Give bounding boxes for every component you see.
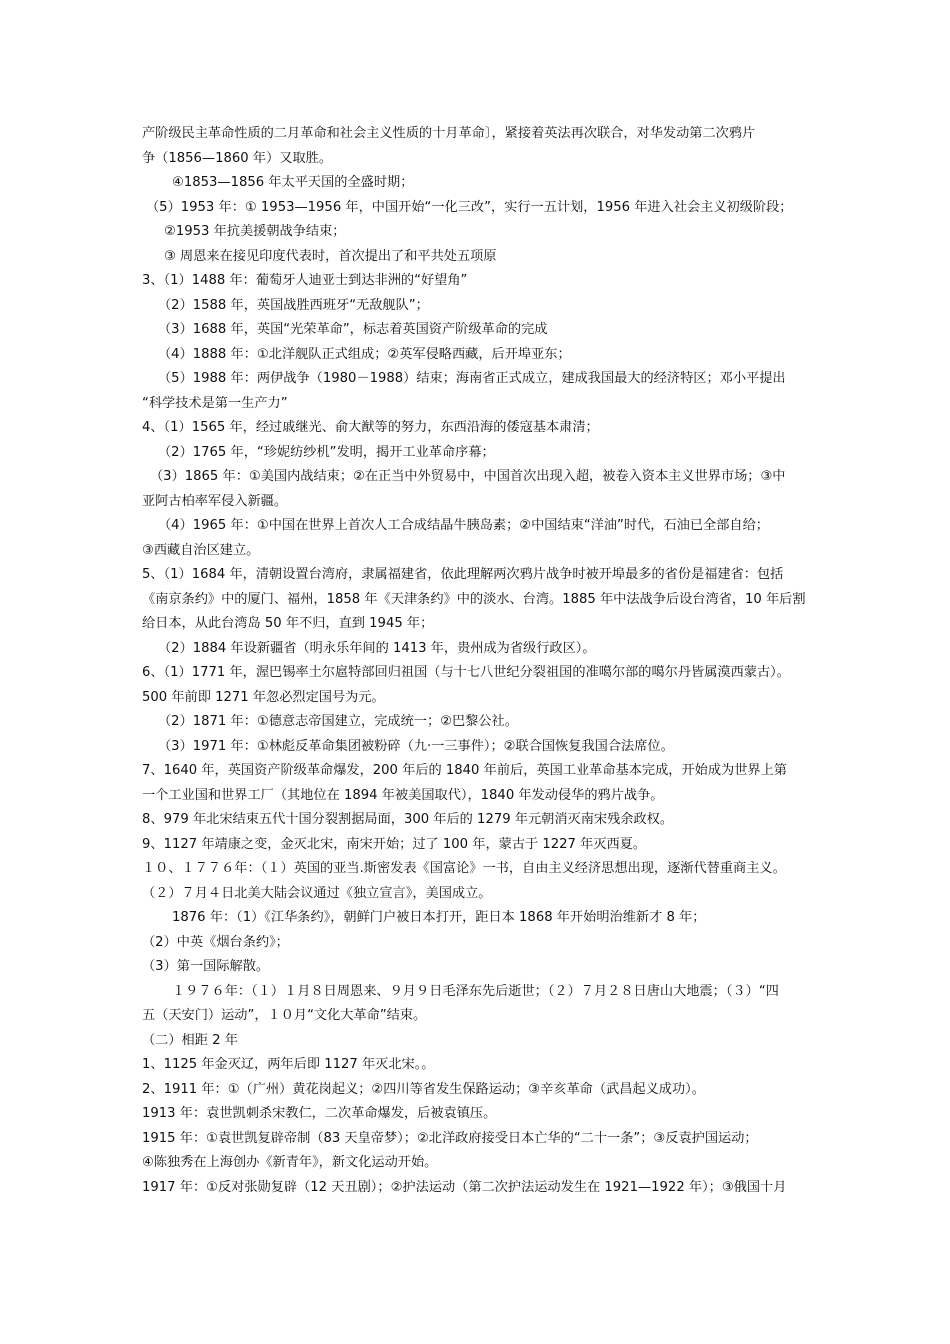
text-line: 亚阿古柏率军侵入新疆。 [142, 493, 288, 509]
text-line: 产阶级民主革命性质的二月革命和社会主义性质的十月革命〕，紧接着英法再次联合，对华发动第二次鸦片 [142, 126, 756, 141]
text-line: （3）1971 年：①林彪反革命集团被粉碎（九·一三事件）；②联合国恢复我国合法席位。 [158, 738, 674, 754]
text-line: １０、１７７６年：（１）英国的亚当.斯密发表《国富论》一书，自由主义经济思想出现，逐渐代替重商主义。 [142, 861, 786, 876]
text-line: （4）1888 年：①北洋舰队正式组成；②英军侵略西藏，后开埠亚东； [158, 346, 571, 362]
text-line: （5）1988 年：两伊战争（1980－1988）结束；海南省正式成立，建成我国最大的经济特区；邓小平提出 [158, 371, 786, 386]
text-line: 1876 年：（1）《江华条约》，朝鲜门户被日本打开，距日本 1868 年开始明治维新才 8 年； [172, 910, 706, 925]
text-line: 给日本，从此台湾岛 50 年不归，直到 1945 年； [142, 616, 434, 631]
text-line: （3）1865 年：①美国内战结束；②在正当中外贸易中，中国首次出现入超，被卷入资本主义世界市场；③中 [150, 469, 786, 484]
text-line: ③西藏自治区建立。 [142, 542, 260, 558]
text-line: １９７６年：（１）１月８日周恩来、９月９日毛泽东先后逝世；（２）７月２８日唐山大地震；（３）“四 [172, 983, 779, 999]
text-line: （2）1588 年，英国战胜西班牙“无敌舰队”； [158, 297, 429, 313]
document-body [142, 122, 814, 1200]
text-line: 4、（1）1565 年，经过戚继光、俞大猷等的努力，东西沿海的倭寇基本肃清； [142, 420, 599, 435]
text-line: 1、1125 年金灭辽，两年后即 1127 年灭北宋。。 [142, 1057, 435, 1072]
text-line: 9、1127 年靖康之变，金灭北宋，南宋开始；过了 100 年，蒙古于 1227 年灭西夏。 [142, 836, 647, 852]
text-line: （二）相距 2 年 [142, 1032, 238, 1048]
text-line: 7、1640 年，英国资产阶级革命爆发，200 年后的 1840 年前后，英国工业革命基本完成，开始成为世界上第 [142, 763, 787, 778]
text-line: ②1953 年抗美援朝战争结束； [164, 224, 346, 239]
text-line: （3）1688 年，英国“光荣革命”，标志着英国资产阶级革命的完成 [158, 322, 548, 337]
text-line: 2、1911 年：①（广州）黄花岗起义；②四川等省发生保路运动；③辛亥革命（武昌起义成功）。 [142, 1081, 705, 1097]
text-line: （2）1871 年：①德意志帝国建立，完成统一；②巴黎公社。 [158, 714, 518, 729]
text-line: 《南京条约》中的厦门、福州，1858 年《天津条约》中的淡水、台湾。1885 年中法战争后设台湾省，10 年后割 [142, 591, 806, 607]
text-line: 8、979 年北宋结束五代十国分裂割据局面，300 年后的 1279 年元朝消灭南宋残余政权。 [142, 812, 674, 827]
text-line: 一个工业国和世界工厂（其地位在 1894 年被美国取代），1840 年发动侵华的鸦片战争。 [142, 787, 664, 803]
text-line: 3、（1）1488 年：葡萄牙人迪亚士到达非洲的“好望角” [142, 273, 468, 288]
text-line: 五（天安门）运动”，１０月“文化大革命”结束。 [142, 1008, 427, 1023]
text-line: ④陈独秀在上海创办《新青年》，新文化运动开始。 [142, 1155, 438, 1170]
text-line: 5、（1）1684 年，清朝设置台湾府，隶属福建省，依此理解两次鸦片战争时被开埠最多的省份是福建省：包括 [142, 567, 784, 582]
text-line: 1915 年：①袁世凯复辟帝制（83 天皇帝梦）；②北洋政府接受日本亡华的“二十一条”；③反袁护国运动； [142, 1130, 758, 1146]
text-line: 1917 年：①反对张勋复辟（12 天丑剧）；②护法运动（第二次护法运动发生在 1921—1922 年）；③俄国十月 [142, 1179, 787, 1195]
text-line: ④1853—1856 年太平天国的全盛时期； [172, 175, 414, 190]
text-line: 争（1856—1860 年）又取胜。 [142, 150, 333, 166]
text-line: （5）1953 年：① 1953—1956 年，中国开始“一化三改”，实行一五计划，1956 年进入社会主义初级阶段； [146, 199, 793, 215]
text-line: “科学技术是第一生产力” [142, 395, 288, 411]
text-line: （3）第一国际解散。 [142, 959, 270, 974]
text-line: ③ 周恩来在接见印度代表时，首次提出了和平共处五项原 [164, 248, 497, 264]
text-line: （4）1965 年：①中国在世界上首次人工合成结晶牛胰岛素；②中国结束“洋油”时代，石油已全部自给； [158, 518, 769, 533]
text-line: （2）中英《烟台条约》； [142, 934, 289, 950]
text-line: 500 年前即 1271 年忽必烈定国号为元。 [142, 689, 385, 705]
text-line: （2）1765 年，“珍妮纺纱机”发明，揭开工业革命序幕； [158, 444, 495, 460]
text-line: 6、（1）1771 年，渥巴锡率土尔扈特部回归祖国（与十七八世纪分裂祖国的准噶尔部的噶尔丹皆属漠西蒙古）。 [142, 665, 790, 680]
text-line: 1913 年：袁世凯刺杀宋教仁，二次革命爆发，后被袁镇压。 [142, 1106, 497, 1121]
text-line: （２）７月４日北美大陆会议通过《独立宣言》，美国成立。 [142, 885, 492, 901]
text-line: （2）1884 年设新疆省（明永乐年间的 1413 年，贵州成为省级行政区）。 [158, 640, 596, 656]
